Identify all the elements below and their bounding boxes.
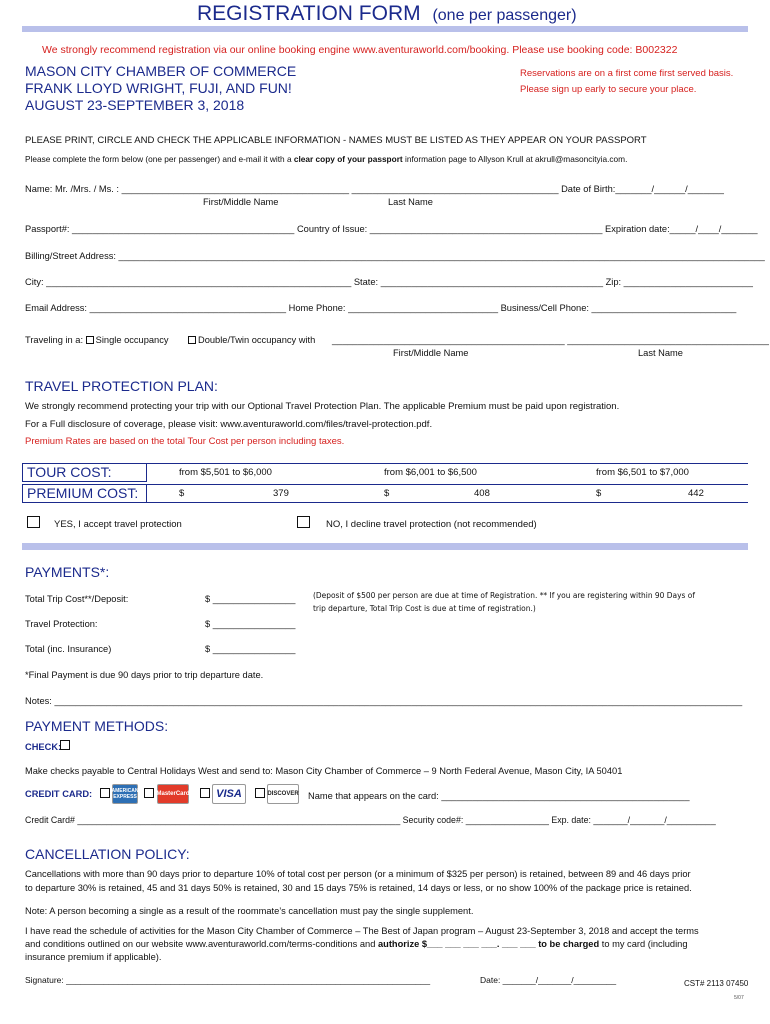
occupancy-row xyxy=(25,335,169,345)
instructions-heading: PLEASE PRINT, CIRCLE AND CHECK THE APPLICABLE INFORMATION - NAMES MUST BE LISTED AS THEY APPEAR ON YOUR PASSPORT xyxy=(25,135,647,146)
range-2: from $6,001 to $6,500 xyxy=(384,467,477,478)
double-occupancy-label: Double/Twin occupancy with xyxy=(198,335,316,345)
recommend-line: We strongly recommend registration via our online booking engine www.aventuraworld.com/booking. Please use booking code: B002322 xyxy=(42,44,678,56)
total-insurance-input[interactable]: $ ________________ xyxy=(205,644,296,654)
travel-protection-heading: TRAVEL PROTECTION PLAN: xyxy=(25,378,218,394)
decline-protection-label: NO, I decline travel protection (not recommended) xyxy=(326,519,537,530)
signature-date-field[interactable]: Date: _______/_______/_________ xyxy=(480,975,617,985)
instructions-text-b: clear copy of your passport xyxy=(293,154,403,164)
section-divider xyxy=(22,543,748,550)
instructions-text xyxy=(25,154,627,164)
roommate-note: Note: A person becoming a single as a result of the roommate’s cancellation must pay the single supplement. xyxy=(25,906,474,916)
form-code: CST# 2113 07450 xyxy=(684,979,749,988)
travel-protection-line1: We strongly recommend protecting your trip with our Optional Travel Protection Plan. The applicable Premium must be paid upon registration. xyxy=(25,401,620,412)
premium-3-value: 442 xyxy=(688,488,704,499)
discover-card-icon: DISCOVER xyxy=(267,784,299,804)
premium-3-currency: $ xyxy=(596,488,602,499)
mastercard-card-icon: MasterCard xyxy=(157,784,189,804)
agreement-line2-c: to my card (including xyxy=(599,939,688,949)
discover-checkbox[interactable] xyxy=(255,788,265,798)
payments-heading: PAYMENTS*: xyxy=(25,564,110,580)
cancellation-line1: Cancellations with more than 90 days prior to departure 10% of total cost per person (or a minimum of $325 per person) is retained, between 89 and 46 days prior xyxy=(25,869,691,879)
premium-cost-label: PREMIUM COST: xyxy=(22,484,147,503)
premium-rates-note: Premium Rates are based on the total Tour Cost per person including taxes. xyxy=(25,436,345,447)
premium-2-value: 408 xyxy=(474,488,490,499)
cancellation-line2: to departure 30% is retained, 45 and 31 days 50% is retained, 30 and 15 days 75% is retained, 14 days or less, or no show 100% of the package price is retained. xyxy=(25,883,692,893)
org-name: MASON CITY CHAMBER OF COMMERCE xyxy=(25,63,297,79)
premium-2-currency: $ xyxy=(384,488,390,499)
agreement-line3: insurance premium if applicable). xyxy=(25,952,162,962)
check-checkbox[interactable] xyxy=(60,740,70,750)
first-middle-label: First/Middle Name xyxy=(203,197,279,207)
double-occupancy-row xyxy=(188,335,315,345)
deposit-note-line1: (Deposit of $500 per person are due at time of Registration. ** If you are registering within 90 Days of xyxy=(313,590,695,600)
email-field[interactable]: Email Address: ______________________________________ Home Phone: _____________________________ Business/Cell Phone: ____________________________ xyxy=(25,303,737,313)
agreement-line2-a: and conditions outlined on our website www.aventuraworld.com/terms-conditions and xyxy=(25,939,378,949)
travel-protection-payment-input[interactable]: $ ________________ xyxy=(205,619,296,629)
credit-card-number-field[interactable]: Credit Card# __________________________________________________________________ Security code#: _________________ Exp. date: _______/_______/__________ xyxy=(25,815,716,825)
title-underline xyxy=(22,26,748,32)
check-instructions: Make checks payable to Central Holidays West and send to: Mason City Chamber of Commerce – 9 North Federal Avenue, Mason City, IA 50401 xyxy=(25,766,623,776)
visa-card-icon: VISA xyxy=(212,784,246,804)
check-label: CHECK: xyxy=(25,742,62,752)
payment-methods-heading: PAYMENT METHODS: xyxy=(25,718,169,734)
visa-checkbox[interactable] xyxy=(200,788,210,798)
deposit-note-line2: trip departure, Total Trip Cost is due at time of registration.) xyxy=(313,603,536,613)
agreement-line1: I have read the schedule of activities for the Mason City Chamber of Commerce – The Best of Japan program – August 23-September 3, 2018 and accept the terms xyxy=(25,926,699,936)
form-title-sub: (one per passenger) xyxy=(432,7,577,24)
amex-card-icon: AMERICAN EXPRESS xyxy=(112,784,138,804)
passport-field[interactable]: Passport#: ___________________________________________ Country of Issue: _____________________________________________ Expiration date:_____/____/_______ xyxy=(25,224,758,234)
accept-protection-checkbox[interactable] xyxy=(27,516,40,528)
roommate-field[interactable]: _____________________________________________ _______________________________________ xyxy=(332,335,769,345)
single-occupancy-checkbox[interactable] xyxy=(86,336,94,344)
page-code: 5/07 xyxy=(734,995,744,1001)
accept-protection-label: YES, I accept travel protection xyxy=(54,519,182,530)
billing-field[interactable]: Billing/Street Address: _____________________________________________________________________________________________________________________________ xyxy=(25,251,765,261)
amex-checkbox[interactable] xyxy=(100,788,110,798)
mastercard-checkbox[interactable] xyxy=(144,788,154,798)
total-deposit-input[interactable]: $ ________________ xyxy=(205,594,296,604)
reservations-line1: Reservations are on a first come first served basis. xyxy=(520,68,734,79)
double-occupancy-checkbox[interactable] xyxy=(188,336,196,344)
name-field[interactable]: Name: Mr. /Mrs. / Ms. : ____________________________________________ ________________________________________ Date of Birth:_______/______/_______ xyxy=(25,184,724,194)
travel-protection-payment-label: Travel Protection: xyxy=(25,619,98,629)
city-field[interactable]: City: ___________________________________________________________ State: ___________________________________________ Zip: _________________________ xyxy=(25,277,753,287)
tour-cost-label: TOUR COST: xyxy=(22,463,147,482)
travel-protection-line2: For a Full disclosure of coverage, please visit: www.aventuraworld.com/files/travel-protection.pdf. xyxy=(25,419,433,430)
name-on-card-field[interactable]: Name that appears on the card: ________________________________________________ xyxy=(308,791,690,801)
credit-card-label: CREDIT CARD: xyxy=(25,789,93,799)
cancellation-heading: CANCELLATION POLICY: xyxy=(25,846,190,862)
agreement-line2 xyxy=(25,939,688,949)
instructions-text-a: Please complete the form below (one per passenger) and e-mail it with a xyxy=(25,154,294,164)
total-deposit-label: Total Trip Cost**/Deposit: xyxy=(25,594,129,604)
reservations-line2: Please sign up early to secure your place. xyxy=(520,84,697,95)
signature-field[interactable]: Signature: _____________________________________________________________________________ xyxy=(25,975,431,985)
total-insurance-label: Total (inc. Insurance) xyxy=(25,644,112,654)
premium-1-currency: $ xyxy=(179,488,185,499)
form-title-main: REGISTRATION FORM xyxy=(197,2,421,25)
final-payment-note: *Final Payment is due 90 days prior to trip departure date. xyxy=(25,670,264,680)
last-name-label: Last Name xyxy=(388,197,433,207)
roommate-last-label: Last Name xyxy=(638,348,683,358)
roommate-first-label: First/Middle Name xyxy=(393,348,469,358)
range-1: from $5,501 to $6,000 xyxy=(179,467,272,478)
instructions-text-c: information page to Allyson Krull at akrull@masoncityia.com. xyxy=(402,154,628,164)
authorize-amount-field[interactable]: authorize $___ ___ ___ ___. ___ ___ to be charged xyxy=(377,939,600,949)
notes-field[interactable]: Notes: _____________________________________________________________________________________________________________________________________ xyxy=(25,696,743,706)
form-title xyxy=(197,2,577,28)
traveling-in-label: Traveling in a: xyxy=(25,335,84,345)
premium-1-value: 379 xyxy=(273,488,289,499)
single-occupancy-label: Single occupancy xyxy=(95,335,169,345)
trip-dates: AUGUST 23-SEPTEMBER 3, 2018 xyxy=(25,97,245,113)
decline-protection-checkbox[interactable] xyxy=(297,516,310,528)
trip-name: FRANK LLOYD WRIGHT, FUJI, AND FUN! xyxy=(25,80,292,96)
range-3: from $6,501 to $7,000 xyxy=(596,467,689,478)
